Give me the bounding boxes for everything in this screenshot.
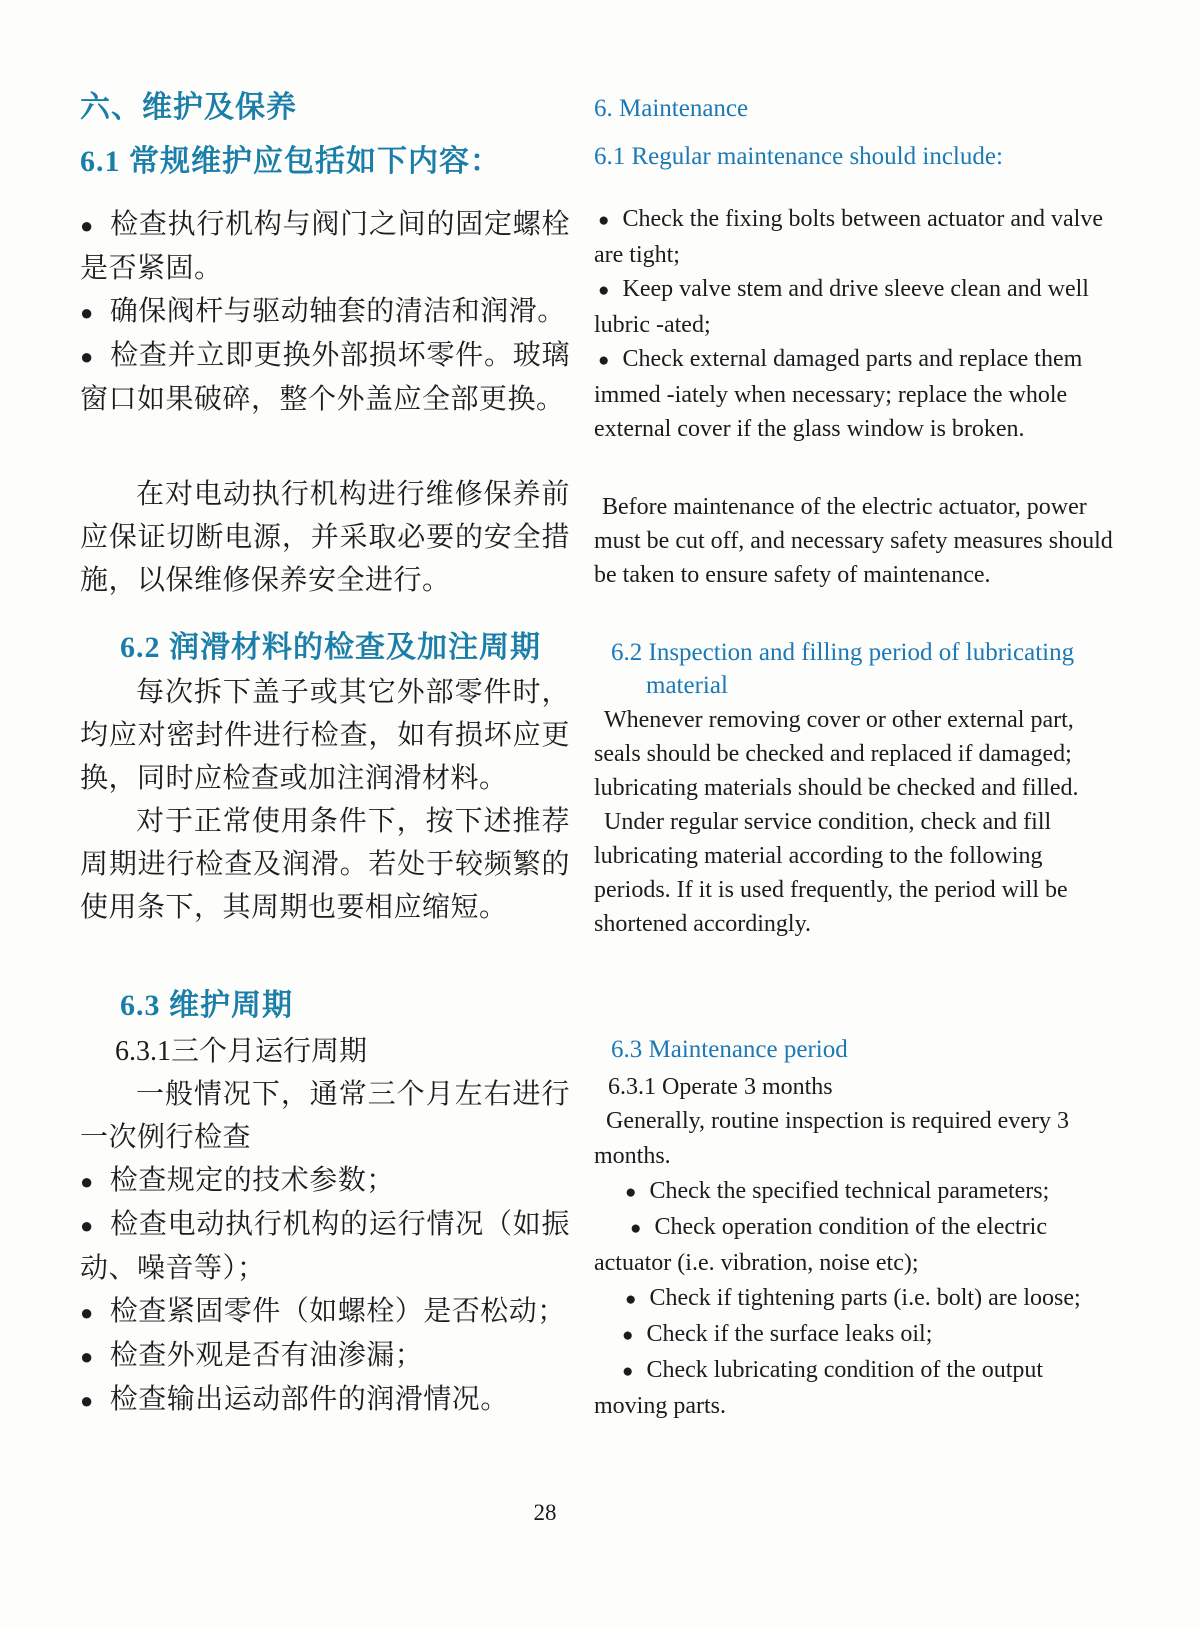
list-item [80, 1334, 570, 1378]
bullet-icon: ● [80, 300, 94, 325]
section-6-3-1-title-cn: 6.3.1三个月运行周期 [115, 1036, 368, 1067]
inspection-checklist-en [594, 1174, 1114, 1424]
list-item [594, 202, 1114, 272]
bullet-icon: ● [598, 350, 610, 371]
section-6-2-title-cn: 6.2 润滑材料的检查及加注周期 [120, 631, 541, 664]
page-number: 28 [533, 1500, 557, 1525]
list-item [594, 1317, 1114, 1353]
list-item [80, 1159, 570, 1203]
bullet-icon: ● [598, 280, 610, 301]
bullet-icon: ● [625, 1182, 637, 1203]
regular-maintenance-list-cn [80, 203, 570, 421]
list-item-text: Check external damaged parts and replace them immed -iately when necessary; replace the whole external cover if the glass window is broken. [594, 346, 1083, 442]
section-6-title-cn: 六、维护及保养 [80, 91, 297, 124]
lubrication-paragraph-2-cn: 对于正常使用条件下，按下述推荐周期进行检查及润滑。若处于较频繁的使用条下，其周期也要相应缩短。 [80, 806, 570, 923]
inspection-checklist-cn [80, 1159, 570, 1422]
bullet-icon: ● [80, 1213, 95, 1238]
list-item [80, 1203, 570, 1290]
chinese-column [80, 0, 570, 1422]
list-item [80, 290, 570, 334]
list-item-text: 检查执行机构与阀门之间的固定螺栓是否紧固。 [80, 209, 570, 284]
safety-paragraph-cn: 在对电动执行机构进行维修保养前应保证切断电源，并采取必要的安全措施，以保维修保养安全进行。 [80, 479, 570, 596]
routine-inspection-paragraph-cn: 一般情况下，通常三个月左右进行一次例行检查 [80, 1079, 570, 1153]
list-item-text: 检查规定的技术参数； [109, 1165, 395, 1196]
bullet-icon: ● [80, 1344, 94, 1369]
section-6-3-title-cn: 6.3 维护周期 [120, 989, 293, 1022]
lubrication-paragraph-2-en: Under regular service condition, check and fill lubricating material according to the following periods. If it is used frequently, the period will be shortened accordingly. [594, 809, 1068, 937]
list-item-text: Keep valve stem and drive sleeve clean and well lubric -ated; [594, 276, 1089, 338]
bullet-icon: ● [622, 1325, 634, 1346]
section-6-title-en: 6. Maintenance [594, 95, 749, 122]
list-item-text: 检查紧固零件（如螺栓）是否松动； [109, 1296, 566, 1327]
list-item-text: Check the fixing bolts between actuator and valve are tight; [594, 206, 1103, 268]
english-column [594, 0, 1114, 1424]
list-item-text: 检查输出运动部件的润滑情况。 [109, 1384, 509, 1415]
list-item [594, 272, 1114, 342]
section-6-1-title-cn: 6.1 常规维护应包括如下内容： [80, 145, 501, 178]
bullet-icon: ● [80, 213, 95, 238]
bullet-icon: ● [80, 1169, 94, 1194]
lubrication-paragraph-1-en: Whenever removing cover or other external part, seals should be checked and replaced if damaged; lubricating materials should be checked and filled. [594, 707, 1079, 801]
bullet-icon: ● [80, 1388, 94, 1413]
bullet-icon: ● [622, 1361, 634, 1382]
list-item [594, 1174, 1114, 1210]
bullet-icon: ● [80, 1300, 94, 1325]
list-item [594, 1210, 1114, 1281]
list-item-text: Check operation condition of the electric actuator (i.e. vibration, noise etc); [594, 1214, 1048, 1276]
section-6-2-title-en: 6.2 Inspection and filling period of lubricating material [611, 639, 1075, 699]
list-item-text: Check if the surface leaks oil; [646, 1321, 933, 1347]
list-item [594, 1353, 1114, 1424]
section-6-1-title-en: 6.1 Regular maintenance should include: [594, 143, 1003, 170]
list-item [594, 1281, 1114, 1317]
list-item-text: 检查外观是否有油渗漏； [109, 1340, 424, 1371]
bullet-icon: ● [625, 1289, 637, 1310]
list-item [80, 203, 570, 290]
safety-paragraph-en: Before maintenance of the electric actuator, power must be cut off, and necessary safety measures should be taken to ensure safety of maintenance. [594, 494, 1113, 588]
list-item-text: Check if tightening parts (i.e. bolt) are loose; [649, 1285, 1081, 1311]
list-item-text: Check the specified technical parameters; [649, 1178, 1050, 1204]
regular-maintenance-list-en [594, 202, 1114, 446]
bullet-icon: ● [80, 344, 95, 369]
list-item [80, 1378, 570, 1422]
section-6-3-title-en: 6.3 Maintenance period [611, 1036, 848, 1063]
section-6-3-1-title-en: 6.3.1 Operate 3 months [608, 1074, 833, 1100]
list-item [594, 342, 1114, 446]
bullet-icon: ● [598, 210, 610, 231]
list-item [80, 1290, 570, 1334]
list-item [80, 334, 570, 421]
lubrication-paragraph-1-cn: 每次拆下盖子或其它外部零件时，均应对密封件进行检查，如有损坏应更换，同时应检查或加注润滑材料。 [80, 677, 570, 794]
list-item-text: 检查电动执行机构的运行情况（如振动、噪音等）； [80, 1209, 570, 1284]
list-item-text: 检查并立即更换外部损坏零件。玻璃窗口如果破碎，整个外盖应全部更换。 [80, 340, 570, 415]
list-item-text: 确保阀杆与驱动轴套的清洁和润滑。 [109, 296, 566, 327]
list-item-text: Check lubricating condition of the output moving parts. [594, 1357, 1044, 1419]
bullet-icon: ● [630, 1218, 642, 1239]
routine-inspection-paragraph-en: Generally, routine inspection is required every 3 months. [594, 1108, 1069, 1169]
